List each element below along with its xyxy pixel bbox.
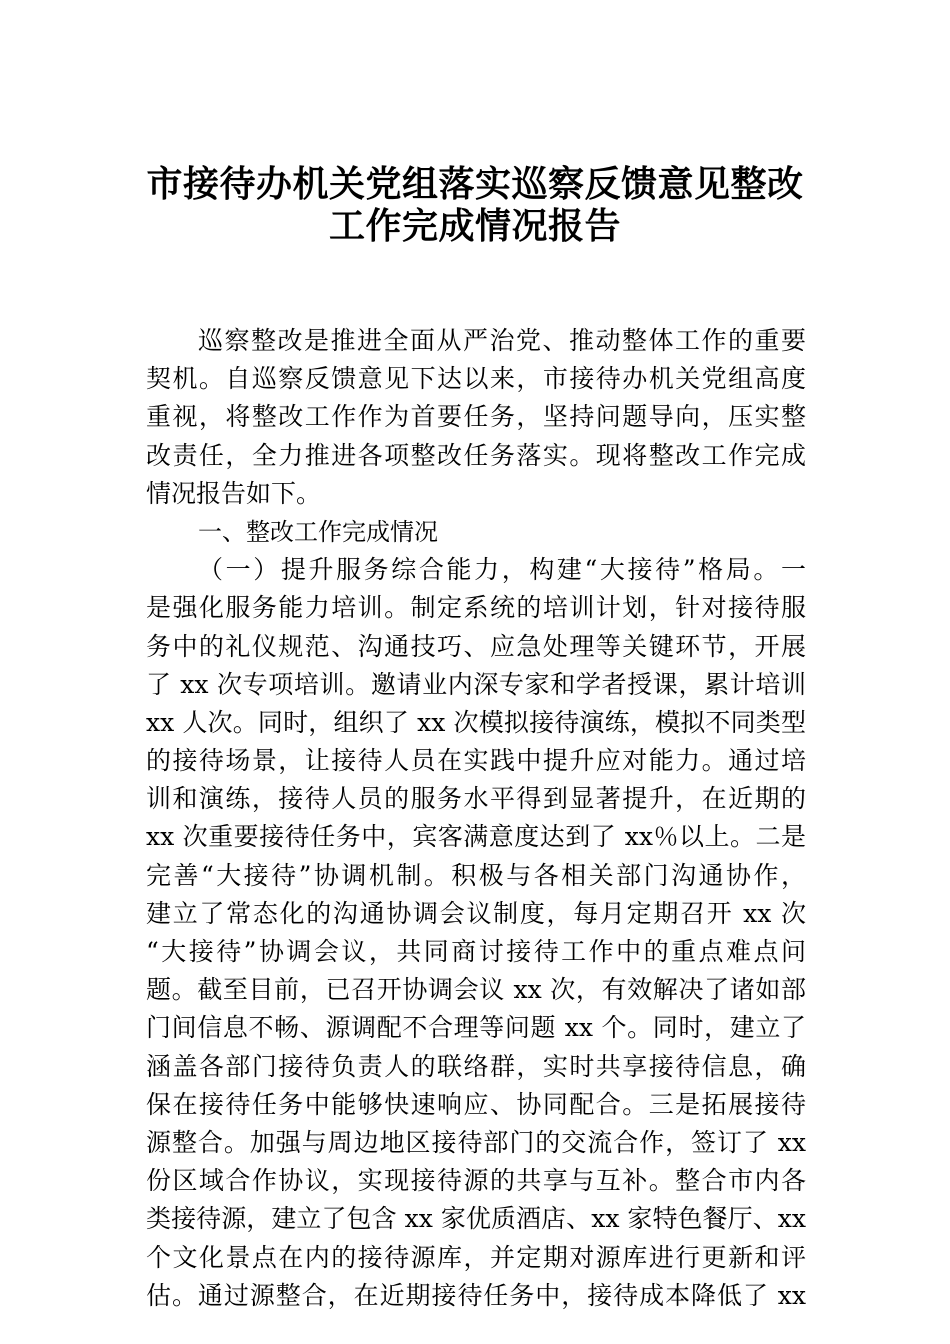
body-text-line: 了 xx 次专项培训。邀请业内深专家和学者授课，累计培训 <box>146 669 806 699</box>
body-text-line: 建立了常态化的沟通协调会议制度，每月定期召开 xx 次 <box>146 898 806 928</box>
body-text-line: 的接待场景，让接待人员在实践中提升应对能力。通过培 <box>146 746 806 776</box>
body-text-line: 保在接待任务中能够快速响应、协同配合。三是拓展接待 <box>146 1089 806 1119</box>
body-text-line: 类接待源，建立了包含 xx 家优质酒店、xx 家特色餐厅、xx <box>146 1204 806 1234</box>
document-title-line-2: 工作完成情况报告 <box>328 205 621 247</box>
body-text-line: 估。通过源整合，在近期接待任务中，接待成本降低了 xx <box>146 1280 806 1310</box>
body-text-line: 份区域合作协议，实现接待源的共享与互补。整合市内各 <box>146 1166 806 1196</box>
body-text-line: 涵盖各部门接待负责人的联络群，实时共享接待信息，确 <box>146 1051 806 1081</box>
body-text-line: 训和演练，接待人员的服务水平得到显著提升，在近期的 <box>146 784 806 814</box>
section-heading: 一、整改工作完成情况 <box>198 517 438 546</box>
body-text-line: xx 人次。同时，组织了 xx 次模拟接待演练，模拟不同类型 <box>146 707 806 737</box>
body-text-line: “大接待”协调会议，共同商讨接待工作中的重点难点问 <box>146 937 806 966</box>
body-text-line: xx 次重要接待任务中，宾客满意度达到了 xx％以上。二是 <box>146 822 806 852</box>
document-body <box>146 322 806 1315</box>
body-text-line: 个文化景点在内的接待源库，并定期对源库进行更新和评 <box>146 1242 806 1272</box>
body-text-line: 完善“大接待”协调机制。积极与各相关部门沟通协作， <box>146 860 806 890</box>
body-text-line: 改责任，全力推进各项整改任务落实。现将整改工作完成 <box>146 440 806 470</box>
body-text-line: 契机。自巡察反馈意见下达以来，市接待办机关党组高度 <box>146 364 806 394</box>
body-text-line: 源整合。加强与周边地区接待部门的交流合作，签订了 xx <box>146 1127 806 1157</box>
document-title-line-1: 市接待办机关党组落实巡察反馈意见整改 <box>146 163 804 205</box>
body-text-line: 情况报告如下。 <box>146 478 322 508</box>
body-text-line: 重视，将整改工作作为首要任务，坚持问题导向，压实整 <box>146 402 806 432</box>
body-text-line: （一）提升服务综合能力，构建“大接待”格局。一 <box>198 555 806 585</box>
body-text-line: 门间信息不畅、源调配不合理等问题 xx 个。同时，建立了 <box>146 1013 806 1043</box>
body-text-line: 是强化服务能力培训。制定系统的培训计划，针对接待服 <box>146 593 806 623</box>
body-text-line: 务中的礼仪规范、沟通技巧、应急处理等关键环节，开展 <box>146 631 806 661</box>
body-text-line: 巡察整改是推进全面从严治党、推动整体工作的重要 <box>198 326 806 355</box>
body-text-line: 题。截至目前，已召开协调会议 xx 次，有效解决了诸如部 <box>146 975 806 1005</box>
